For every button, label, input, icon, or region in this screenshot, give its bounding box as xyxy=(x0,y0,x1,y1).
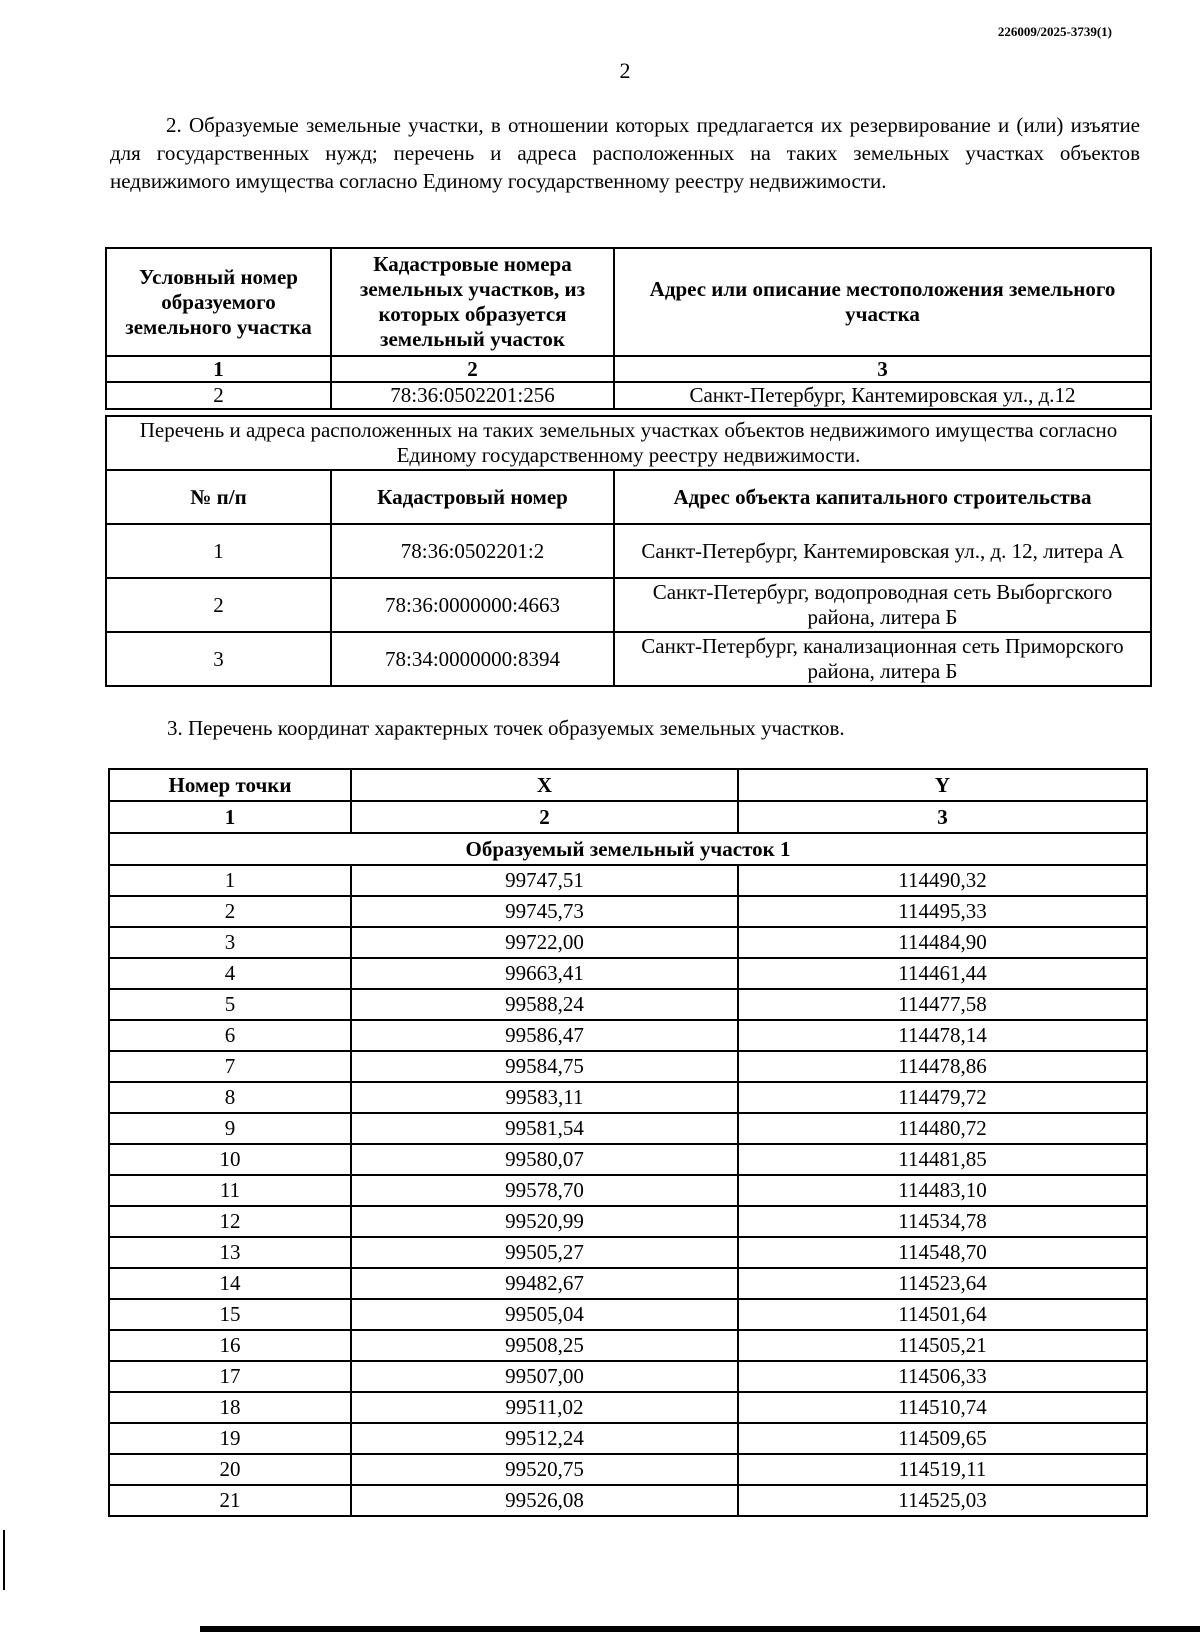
table-row xyxy=(109,1392,1147,1423)
table-row xyxy=(109,1237,1147,1268)
table-row xyxy=(109,1175,1147,1206)
y-coordinate-cell: 114490,32 xyxy=(738,865,1147,896)
table-row xyxy=(109,1113,1147,1144)
x-coordinate-cell: 99520,75 xyxy=(351,1454,738,1485)
y-coordinate-cell: 114510,74 xyxy=(738,1392,1147,1423)
y-coordinate-cell: 114534,78 xyxy=(738,1206,1147,1237)
header-cadastral-numbers: Кадастровые номера земельных участков, из которых образуется земельный участок xyxy=(331,248,614,356)
header-x: X xyxy=(351,769,738,801)
y-coordinate-cell: 114480,72 xyxy=(738,1113,1147,1144)
x-coordinate-cell: 99588,24 xyxy=(351,989,738,1020)
column-number: 2 xyxy=(351,801,738,833)
x-coordinate-cell: 99511,02 xyxy=(351,1392,738,1423)
cadastral-number-cell: 78:34:0000000:8394 xyxy=(331,632,614,686)
point-number-cell: 21 xyxy=(109,1485,351,1516)
row-number-cell: 2 xyxy=(106,578,331,632)
table-row xyxy=(106,382,1151,409)
point-number-cell: 18 xyxy=(109,1392,351,1423)
y-coordinate-cell: 114523,64 xyxy=(738,1268,1147,1299)
y-coordinate-cell: 114479,72 xyxy=(738,1082,1147,1113)
column-number: 3 xyxy=(614,356,1151,382)
table-row xyxy=(109,1020,1147,1051)
y-coordinate-cell: 114477,58 xyxy=(738,989,1147,1020)
x-coordinate-cell: 99747,51 xyxy=(351,865,738,896)
x-coordinate-cell: 99583,11 xyxy=(351,1082,738,1113)
table-row xyxy=(109,865,1147,896)
y-coordinate-cell: 114525,03 xyxy=(738,1485,1147,1516)
table-row xyxy=(106,632,1151,686)
table-row xyxy=(109,1454,1147,1485)
x-coordinate-cell: 99581,54 xyxy=(351,1113,738,1144)
cadastral-number-cell: 78:36:0502201:256 xyxy=(331,382,614,409)
x-coordinate-cell: 99663,41 xyxy=(351,958,738,989)
header-row-number: № п/п xyxy=(106,470,331,524)
table-row xyxy=(106,578,1151,632)
coordinates-table xyxy=(108,768,1148,1517)
table-row xyxy=(109,1144,1147,1175)
point-number-cell: 3 xyxy=(109,927,351,958)
row-number-cell: 3 xyxy=(106,632,331,686)
header-object-address: Адрес объекта капитального строительства xyxy=(614,470,1151,524)
column-number: 2 xyxy=(331,356,614,382)
table-row xyxy=(109,1485,1147,1516)
point-number-cell: 2 xyxy=(109,896,351,927)
point-number-cell: 12 xyxy=(109,1206,351,1237)
table-row xyxy=(109,1423,1147,1454)
table-row xyxy=(109,1268,1147,1299)
point-number-cell: 20 xyxy=(109,1454,351,1485)
address-cell: Санкт-Петербург, канализационная сеть Приморского района, литера Б xyxy=(614,632,1151,686)
table-row xyxy=(109,896,1147,927)
table-row xyxy=(109,1299,1147,1330)
cadastral-number-cell: 78:36:0000000:4663 xyxy=(331,578,614,632)
point-number-cell: 15 xyxy=(109,1299,351,1330)
parcels-table xyxy=(105,247,1152,410)
header-parcel-number: Условный номер образуемого земельного участка xyxy=(106,248,331,356)
point-number-cell: 11 xyxy=(109,1175,351,1206)
point-number-cell: 5 xyxy=(109,989,351,1020)
objects-table-caption: Перечень и адреса расположенных на таких земельных участках объектов недвижимого имущества согласно Единому государственному реестру недвижимости. xyxy=(106,416,1151,470)
x-coordinate-cell: 99505,04 xyxy=(351,1299,738,1330)
y-coordinate-cell: 114506,33 xyxy=(738,1361,1147,1392)
header-location: Адрес или описание местоположения земельного участка xyxy=(614,248,1151,356)
point-number-cell: 10 xyxy=(109,1144,351,1175)
table-row xyxy=(109,1051,1147,1082)
document-id: 226009/2025-3739(1) xyxy=(997,24,1112,39)
column-number: 1 xyxy=(106,356,331,382)
point-number-cell: 4 xyxy=(109,958,351,989)
y-coordinate-cell: 114501,64 xyxy=(738,1299,1147,1330)
y-coordinate-cell: 114519,11 xyxy=(738,1454,1147,1485)
point-number-cell: 19 xyxy=(109,1423,351,1454)
scan-edge-mark xyxy=(3,1530,5,1590)
objects-table xyxy=(105,415,1152,687)
header-cadastral-number: Кадастровый номер xyxy=(331,470,614,524)
point-number-cell: 7 xyxy=(109,1051,351,1082)
section-2-paragraph: 2. Образуемые земельные участки, в отношении которых предлагается их резервирование и (или) изъятие для государственных нужд; перечень и адреса расположенных на таких земельных участках объектов недвижимого имущества согласно Единому государственному реестру недвижимости. xyxy=(110,113,1140,193)
table-row xyxy=(109,1082,1147,1113)
table-row xyxy=(109,1206,1147,1237)
address-cell: Санкт-Петербург, Кантемировская ул., д. 12, литера А xyxy=(614,524,1151,578)
x-coordinate-cell: 99578,70 xyxy=(351,1175,738,1206)
table-row xyxy=(109,1361,1147,1392)
x-coordinate-cell: 99512,24 xyxy=(351,1423,738,1454)
x-coordinate-cell: 99508,25 xyxy=(351,1330,738,1361)
x-coordinate-cell: 99526,08 xyxy=(351,1485,738,1516)
y-coordinate-cell: 114461,44 xyxy=(738,958,1147,989)
header-point-number: Номер точки xyxy=(109,769,351,801)
page-number: 2 xyxy=(619,58,631,83)
x-coordinate-cell: 99586,47 xyxy=(351,1020,738,1051)
y-coordinate-cell: 114478,14 xyxy=(738,1020,1147,1051)
parcel-number-cell: 2 xyxy=(106,382,331,409)
scan-bottom-line xyxy=(200,1626,1200,1632)
section-3-title: 3. Перечень координат характерных точек образуемых земельных участков. xyxy=(167,716,845,740)
point-number-cell: 8 xyxy=(109,1082,351,1113)
y-coordinate-cell: 114478,86 xyxy=(738,1051,1147,1082)
parcel-subheader: Образуемый земельный участок 1 xyxy=(109,833,1147,865)
x-coordinate-cell: 99482,67 xyxy=(351,1268,738,1299)
column-number: 1 xyxy=(109,801,351,833)
point-number-cell: 17 xyxy=(109,1361,351,1392)
table-row xyxy=(106,524,1151,578)
point-number-cell: 1 xyxy=(109,865,351,896)
x-coordinate-cell: 99584,75 xyxy=(351,1051,738,1082)
y-coordinate-cell: 114509,65 xyxy=(738,1423,1147,1454)
table-row xyxy=(109,1330,1147,1361)
y-coordinate-cell: 114505,21 xyxy=(738,1330,1147,1361)
table-row xyxy=(109,927,1147,958)
point-number-cell: 13 xyxy=(109,1237,351,1268)
x-coordinate-cell: 99505,27 xyxy=(351,1237,738,1268)
y-coordinate-cell: 114483,10 xyxy=(738,1175,1147,1206)
x-coordinate-cell: 99580,07 xyxy=(351,1144,738,1175)
address-cell: Санкт-Петербург, водопроводная сеть Выборгского района, литера Б xyxy=(614,578,1151,632)
y-coordinate-cell: 114495,33 xyxy=(738,896,1147,927)
x-coordinate-cell: 99722,00 xyxy=(351,927,738,958)
table-row xyxy=(109,958,1147,989)
cadastral-number-cell: 78:36:0502201:2 xyxy=(331,524,614,578)
x-coordinate-cell: 99745,73 xyxy=(351,896,738,927)
y-coordinate-cell: 114481,85 xyxy=(738,1144,1147,1175)
table-row xyxy=(109,989,1147,1020)
point-number-cell: 9 xyxy=(109,1113,351,1144)
x-coordinate-cell: 99520,99 xyxy=(351,1206,738,1237)
x-coordinate-cell: 99507,00 xyxy=(351,1361,738,1392)
y-coordinate-cell: 114484,90 xyxy=(738,927,1147,958)
point-number-cell: 14 xyxy=(109,1268,351,1299)
y-coordinate-cell: 114548,70 xyxy=(738,1237,1147,1268)
column-number: 3 xyxy=(738,801,1147,833)
coordinates-body xyxy=(109,865,1147,1516)
row-number-cell: 1 xyxy=(106,524,331,578)
address-cell: Санкт-Петербург, Кантемировская ул., д.12 xyxy=(614,382,1151,409)
point-number-cell: 16 xyxy=(109,1330,351,1361)
header-y: Y xyxy=(738,769,1147,801)
point-number-cell: 6 xyxy=(109,1020,351,1051)
